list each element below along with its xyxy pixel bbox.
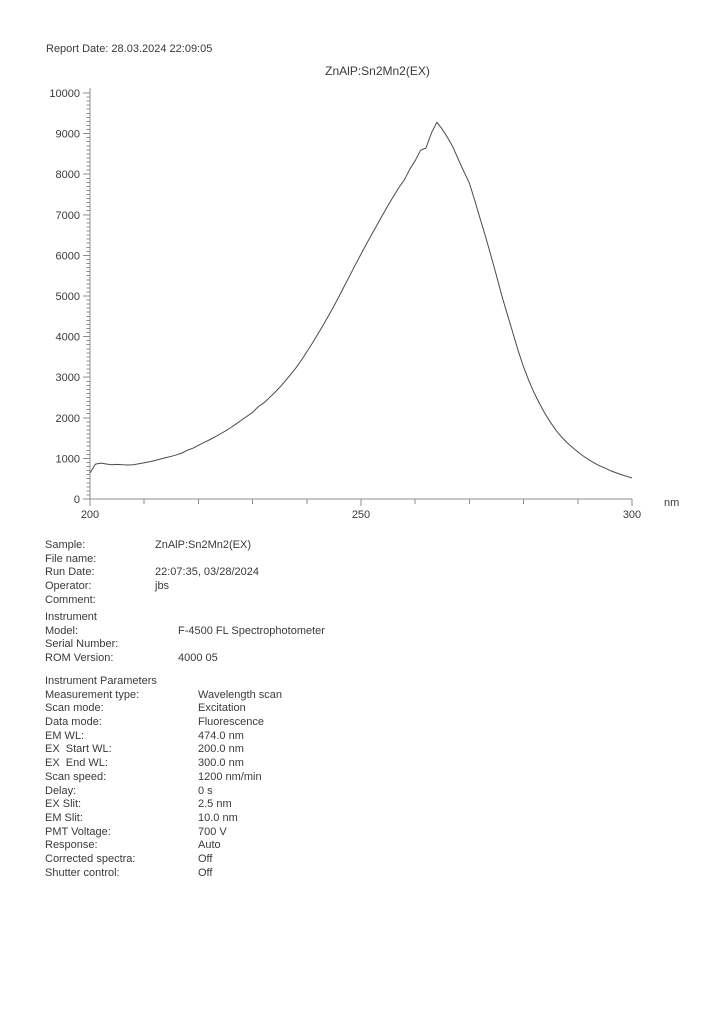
field-value: ZnAlP:Sn2Mn2(EX) xyxy=(155,539,251,551)
x-tick-label: 300 xyxy=(622,509,642,521)
spectrum-curve xyxy=(90,122,632,478)
field-value: 700 V xyxy=(198,825,227,838)
field-value: Fluorescence xyxy=(198,716,265,729)
field-value: 22:07:35, 03/28/2024 xyxy=(155,566,259,579)
y-tick-label: 7000 xyxy=(55,209,80,222)
field-value: 10.0 nm xyxy=(198,811,238,824)
x-tick-label: 200 xyxy=(80,509,100,521)
y-tick-label: 1000 xyxy=(55,453,80,466)
field-row-shutter-control xyxy=(45,866,213,881)
y-tick-label: 10000 xyxy=(49,88,80,100)
field-row-pmt-voltage xyxy=(45,825,227,840)
field-label: Data mode: xyxy=(45,716,102,729)
field-label: ROM Version: xyxy=(45,652,114,665)
y-tick-label: 9000 xyxy=(55,128,80,141)
field-label: EM WL: xyxy=(45,729,85,742)
y-tick-label: 0 xyxy=(73,494,80,506)
field-value: Excitation xyxy=(198,702,246,715)
field-value: Wavelength scan xyxy=(198,688,282,701)
section-header: Instrument Parameters xyxy=(45,675,157,687)
axes xyxy=(83,88,632,506)
x-axis-unit-label: nm xyxy=(664,497,680,509)
y-tick-label: 6000 xyxy=(55,250,80,263)
field-label: Measurement type: xyxy=(45,688,140,701)
field-row-ex-end-wl xyxy=(45,757,244,771)
field-label: PMT Voltage: xyxy=(45,825,111,838)
field-label: Shutter control: xyxy=(45,866,120,879)
y-tick-label: 8000 xyxy=(55,169,80,182)
y-tick-label: 4000 xyxy=(55,331,80,344)
field-row-ex-slit xyxy=(45,798,232,812)
field-value: jbs xyxy=(155,580,170,593)
field-row-em-slit xyxy=(45,811,238,826)
field-label: Serial Number: xyxy=(45,638,119,651)
field-label: File name: xyxy=(45,552,97,565)
field-label: Scan speed: xyxy=(45,770,107,783)
field-row-response xyxy=(45,839,221,853)
field-label: EX Start WL: xyxy=(45,743,112,756)
field-value: 4000 05 xyxy=(178,652,218,665)
field-row-data-mode xyxy=(45,716,265,730)
field-value: 300.0 nm xyxy=(198,757,244,770)
field-row-em-wl xyxy=(45,729,244,744)
section-instrument-parameters xyxy=(45,675,282,880)
y-tick-label: 2000 xyxy=(55,412,80,425)
field-label: Model: xyxy=(45,624,79,637)
field-label: EX End WL: xyxy=(45,757,108,770)
field-value: Auto xyxy=(198,839,221,852)
y-tick-label: 3000 xyxy=(55,372,80,385)
field-label: Run Date: xyxy=(45,566,95,579)
field-row-rom-version xyxy=(45,652,218,666)
field-value: 2.5 nm xyxy=(198,798,232,811)
field-value: 474.0 nm xyxy=(198,729,244,742)
field-row-ex-start-wl xyxy=(45,743,244,757)
section-instrument xyxy=(45,611,325,666)
field-row-delay xyxy=(45,784,213,799)
x-tick-label: 250 xyxy=(351,509,371,521)
field-label: EX Slit: xyxy=(45,798,82,811)
section-header: Instrument xyxy=(45,611,97,623)
field-label: EM Slit: xyxy=(45,811,83,824)
field-row-serial-number xyxy=(45,638,119,652)
field-label: Response: xyxy=(45,839,98,852)
field-label: Scan mode: xyxy=(45,702,104,715)
field-label: Comment: xyxy=(45,593,96,606)
field-label: Corrected spectra: xyxy=(45,852,136,865)
axis-labels xyxy=(49,88,641,521)
y-tick-label: 5000 xyxy=(55,291,80,303)
field-row-scan-mode xyxy=(45,702,246,716)
field-value: 200.0 nm xyxy=(198,743,244,756)
field-row-measurement-type xyxy=(45,688,282,703)
field-value: F-4500 FL Spectrophotometer xyxy=(178,624,325,637)
field-label: Sample: xyxy=(45,539,86,551)
chart-title: ZnAlP:Sn2Mn2(EX) xyxy=(325,64,430,78)
field-value: Off xyxy=(198,852,213,865)
field-row-scan-speed xyxy=(45,770,262,785)
field-row-corrected-spectra xyxy=(45,852,213,867)
field-row-model xyxy=(45,624,325,639)
report-date: Report Date: 28.03.2024 22:09:05 xyxy=(46,43,213,55)
field-value: 1200 nm/min xyxy=(198,770,262,783)
field-value: 0 s xyxy=(198,784,213,797)
field-label: Operator: xyxy=(45,580,92,593)
field-label: Delay: xyxy=(45,784,77,797)
field-value: Off xyxy=(198,866,213,879)
